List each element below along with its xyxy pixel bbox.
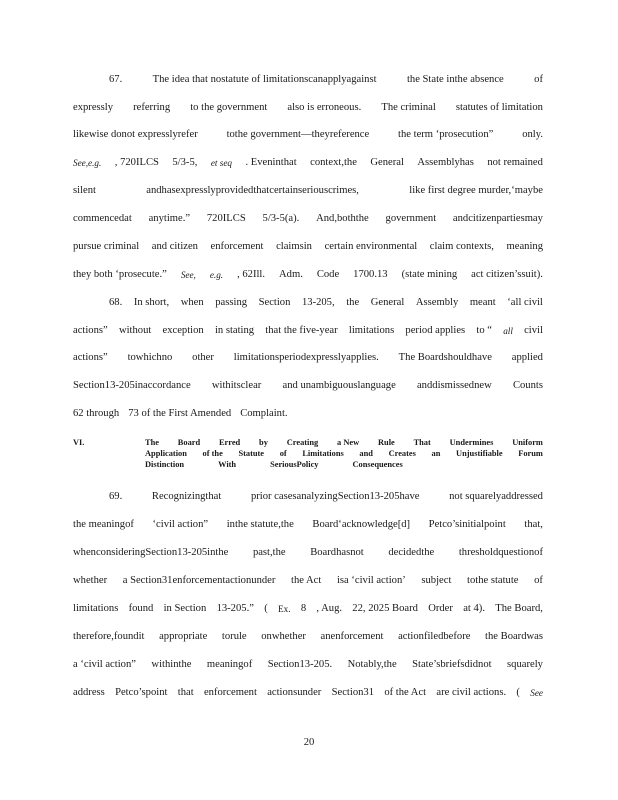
text-segment: Petco’spoint <box>115 687 168 698</box>
text-segment: a Section31enforcementactionunder <box>122 575 276 586</box>
text-segment: , Aug. <box>316 603 343 614</box>
text-segment: therefore,foundit <box>73 631 145 642</box>
text-segment: 720ILCS <box>206 213 246 224</box>
text-segment: isa ‘civil action’ <box>336 575 406 586</box>
text-segment: That <box>413 438 431 447</box>
text-segment: inthe statute,the <box>226 519 294 530</box>
text-segment: subject <box>421 575 452 586</box>
text-segment: Limitations <box>302 449 344 458</box>
text-segment: Section <box>258 297 291 308</box>
text-segment: claim contexts, <box>429 241 494 252</box>
text-segment: enforcement <box>203 687 257 698</box>
text-segment: whether <box>73 575 108 586</box>
text-line <box>73 546 543 560</box>
text-line <box>73 268 543 282</box>
text-segment: andcitizenpartiesmay <box>452 213 543 224</box>
text-line <box>73 379 543 393</box>
text-segment: all <box>503 326 513 336</box>
text-segment: of <box>534 74 543 85</box>
text-segment: ( <box>264 603 268 614</box>
text-segment: Ex. <box>278 604 291 614</box>
text-segment: limitations <box>73 603 119 614</box>
text-segment: that, <box>524 519 543 530</box>
text-segment: actionfiledbefore <box>398 631 471 642</box>
text-segment: like first degree murder,‘maybe <box>409 185 543 196</box>
text-segment: Statute <box>238 449 265 458</box>
text-segment: limitationsperiodexpresslyapplies. <box>233 352 379 363</box>
text-segment: exception <box>162 325 204 336</box>
text-segment: and citizen <box>151 241 198 252</box>
text-line <box>73 407 543 421</box>
text-segment: meaningof <box>206 659 253 670</box>
text-segment: 13-205.” <box>216 603 254 614</box>
text-segment: without <box>118 325 152 336</box>
text-segment: , 720ILCS <box>114 157 159 168</box>
text-segment: The Board, <box>495 603 543 614</box>
text-segment: Counts <box>512 380 543 391</box>
text-segment: andhasexpresslyprovidedthatcertainseriouscrimes, <box>146 185 359 196</box>
text-segment: prior casesanalyzingSection13-205have <box>250 491 420 502</box>
text-line <box>73 240 543 254</box>
text-segment: referring <box>133 102 171 113</box>
text-segment: Recognizingthat <box>151 491 222 502</box>
text-segment: (state mining <box>401 269 458 280</box>
text-segment: found <box>128 603 154 614</box>
text-segment: government <box>385 213 437 224</box>
text-segment: commencedat <box>73 213 132 224</box>
text-segment: meaning <box>506 241 543 252</box>
text-segment: See, <box>180 270 196 280</box>
text-segment: period applies <box>405 325 466 336</box>
text-segment: SeriousPolicy <box>270 460 319 469</box>
text-segment: Order <box>428 603 453 614</box>
text-segment: The criminal <box>381 102 436 113</box>
text-segment: they both ‘prosecute.” <box>73 269 167 280</box>
text-segment: anddismissednew <box>416 380 492 391</box>
text-segment: applied <box>511 352 543 363</box>
text-segment: . Eveninthat <box>245 157 297 168</box>
text-segment: Board <box>177 438 201 447</box>
text-segment: Board‘acknowledge[d] <box>312 519 411 530</box>
text-line <box>109 73 543 87</box>
page-number: 20 <box>303 737 315 748</box>
text-segment: In short, <box>133 297 170 308</box>
text-segment: Complaint. <box>240 408 288 419</box>
text-segment: The Boardshouldhave <box>398 352 492 363</box>
text-segment: withitsclear <box>211 380 262 391</box>
text-segment: Unjustifiable <box>456 449 503 458</box>
text-segment: Assemblyhas <box>417 157 474 168</box>
text-segment: likewise donot expresslyrefer <box>73 129 198 140</box>
text-segment: act citizen’ssuit). <box>471 269 543 280</box>
text-segment: statutes of limitation <box>455 102 543 113</box>
text-segment: not squarelyaddressed <box>449 491 543 502</box>
text-line <box>109 490 543 504</box>
text-segment: claimsin <box>276 241 312 252</box>
text-segment: actions” <box>73 352 108 363</box>
text-segment: the meaningof <box>73 519 134 530</box>
text-segment: in stating <box>214 325 255 336</box>
text-segment: withinthe <box>151 659 192 670</box>
text-segment: Creating <box>286 438 319 447</box>
section-heading-number: VI. <box>73 438 85 447</box>
text-segment: when <box>180 297 204 308</box>
text-line <box>73 101 543 115</box>
text-segment: 5/3-5, <box>172 157 198 168</box>
text-segment: Section13-205. <box>267 659 333 670</box>
text-line <box>73 630 543 644</box>
text-segment: Assembly <box>415 297 459 308</box>
text-segment: ‘all civil <box>507 297 543 308</box>
text-segment: pursue criminal <box>73 241 140 252</box>
text-segment: towhichno <box>127 352 173 363</box>
text-segment: a New <box>337 438 360 447</box>
text-segment: Rule <box>377 438 395 447</box>
text-segment: actions” <box>73 325 108 336</box>
text-segment: not remained <box>487 157 543 168</box>
text-line <box>73 602 543 616</box>
text-segment: of the Act <box>384 687 427 698</box>
text-segment: and <box>359 449 373 458</box>
text-segment: appropriate <box>159 631 208 642</box>
text-segment: certain environmental <box>324 241 418 252</box>
heading-line <box>145 437 543 448</box>
text-segment: And,boththe <box>316 213 369 224</box>
text-segment: torule <box>221 631 247 642</box>
text-segment: that <box>177 687 194 698</box>
text-line <box>109 296 543 310</box>
text-segment: actionsunder <box>267 687 322 698</box>
text-segment: the term ‘prosecution” <box>398 129 494 140</box>
text-segment: a ‘civil action” <box>73 659 136 670</box>
text-segment: are civil actions. <box>436 687 507 698</box>
text-segment: address <box>73 687 105 698</box>
text-segment: of the <box>202 449 223 458</box>
text-segment: Creates <box>388 449 416 458</box>
text-segment: civil <box>524 325 543 336</box>
text-segment: that the five-year <box>265 325 338 336</box>
text-segment: 22, 2025 Board <box>352 603 418 614</box>
text-segment: General <box>370 297 405 308</box>
text-segment: 62 through <box>73 408 120 419</box>
text-segment: Section13-205inaccordance <box>73 380 191 391</box>
text-segment: in Section <box>163 603 207 614</box>
text-segment: et seq <box>210 158 233 168</box>
text-segment: also is erroneous. <box>287 102 362 113</box>
text-segment: ( <box>516 687 520 698</box>
text-segment: Uniform <box>512 438 543 447</box>
text-segment: tothe statute <box>467 575 519 586</box>
text-segment: an <box>431 449 441 458</box>
text-segment: Undermines <box>449 438 494 447</box>
text-segment: 67. <box>109 74 123 85</box>
text-segment: See,e.g. <box>73 158 102 168</box>
text-segment: Section31 <box>331 687 375 698</box>
text-segment: to the government <box>190 102 268 113</box>
text-segment: enforcement <box>210 241 264 252</box>
text-line <box>73 658 543 672</box>
text-segment: the State inthe absence <box>406 74 504 85</box>
text-segment: of <box>534 575 543 586</box>
text-segment: other <box>192 352 214 363</box>
text-line <box>73 128 543 142</box>
text-line <box>73 324 543 338</box>
text-segment: Erred <box>218 438 241 447</box>
text-segment: at 4). <box>463 603 485 614</box>
text-segment: context,the <box>310 157 357 168</box>
text-segment: of <box>279 449 287 458</box>
text-line <box>73 156 543 170</box>
text-segment: silent <box>73 185 96 196</box>
text-segment: Adm. <box>279 269 303 280</box>
text-segment: Distinction <box>145 460 185 469</box>
text-segment: 1700.13 <box>353 269 388 280</box>
text-line <box>73 518 543 532</box>
text-segment: Petco’sinitialpoint <box>428 519 506 530</box>
text-segment: whenconsideringSection13-205inthe <box>73 547 229 558</box>
text-line <box>73 574 543 588</box>
text-line <box>73 351 543 365</box>
heading-line <box>145 459 543 470</box>
text-segment: tothe government—theyreference <box>226 129 370 140</box>
text-segment: anytime.” <box>148 213 191 224</box>
text-segment: See <box>530 688 543 698</box>
text-segment: the Act <box>291 575 322 586</box>
text-segment: With <box>218 460 237 469</box>
text-segment: Boardhasnot <box>310 547 364 558</box>
text-segment: expressly <box>73 102 114 113</box>
text-segment: the <box>346 297 360 308</box>
text-segment: the Boardwas <box>485 631 543 642</box>
text-segment: 68. <box>109 297 123 308</box>
text-segment: Code <box>316 269 340 280</box>
text-segment: Notably,the <box>347 659 397 670</box>
text-segment: The idea that nostatute of limitationscanapplyagainst <box>152 74 377 85</box>
text-segment: thresholdquestionof <box>458 547 543 558</box>
text-segment: squarely <box>507 659 543 670</box>
text-segment: Application <box>145 449 187 458</box>
text-line <box>73 212 543 226</box>
text-segment: decidedthe <box>388 547 435 558</box>
text-segment: 8 <box>300 603 307 614</box>
text-line <box>73 686 543 700</box>
text-segment: Forum <box>518 449 543 458</box>
text-segment: limitations <box>348 325 395 336</box>
text-segment: by <box>259 438 268 447</box>
text-segment: to “ <box>476 325 492 336</box>
text-segment: , 62Ill. <box>237 269 266 280</box>
text-segment: meant <box>469 297 496 308</box>
text-segment: passing <box>215 297 248 308</box>
text-segment: 73 of the First Amended <box>128 408 232 419</box>
text-segment: past,the <box>252 547 286 558</box>
text-segment: The <box>145 438 159 447</box>
text-segment: and unambiguouslanguage <box>282 380 396 391</box>
text-segment: e.g. <box>209 270 224 280</box>
text-segment: 5/3-5(a). <box>262 213 300 224</box>
text-segment: onwhether <box>261 631 306 642</box>
text-segment: Consequences <box>352 460 403 469</box>
text-segment: 69. <box>109 491 123 502</box>
text-segment: ‘civil action” <box>152 519 209 530</box>
text-segment: State’sbriefsdidnot <box>412 659 492 670</box>
text-segment: only. <box>522 129 543 140</box>
text-line <box>73 184 543 198</box>
text-segment: 13-205, <box>301 297 335 308</box>
heading-line <box>145 448 543 459</box>
text-segment: General <box>370 157 404 168</box>
text-segment: anenforcement <box>320 631 384 642</box>
